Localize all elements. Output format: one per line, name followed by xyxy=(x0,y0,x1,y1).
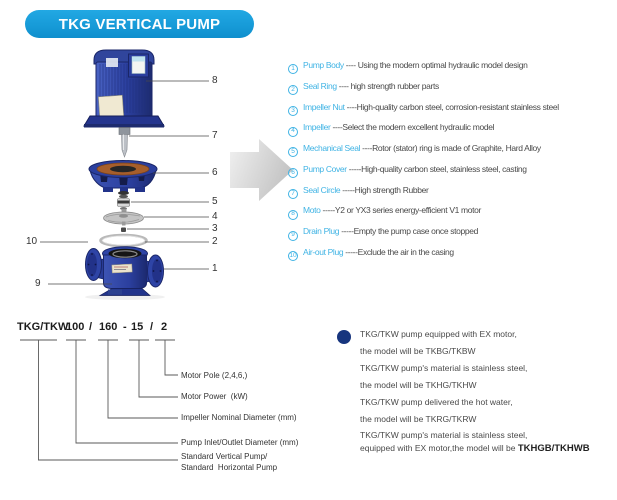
motor-illustration xyxy=(84,50,164,128)
parts-list-item-6 xyxy=(288,165,617,174)
callout-number-4: 4 xyxy=(212,211,218,222)
callout-number-9: 9 xyxy=(35,278,41,289)
part-name: Seal Circle xyxy=(303,184,341,195)
part-description: Exclude the air in the casing xyxy=(357,247,454,258)
parts-list-item-1 xyxy=(288,61,617,70)
callout-number-7: 7 xyxy=(212,130,218,141)
label-standard-vertical: Standard Vertical Pump/ xyxy=(181,452,268,461)
model-code-pole: 2 xyxy=(161,321,168,333)
circled-number: 6 xyxy=(288,168,298,178)
impeller-nut-illustration xyxy=(121,228,126,233)
part-description: Select the modern excellent hydraulic model xyxy=(342,122,495,133)
circled-number: 1 xyxy=(288,64,298,74)
part-separator: ---- xyxy=(343,60,358,70)
seal-ring-illustration xyxy=(101,235,147,246)
model-code-dash: - xyxy=(123,321,127,333)
parts-list-item-2 xyxy=(288,82,617,91)
note-line: TKG/TKW pump's material is stainless steel, xyxy=(360,363,528,373)
pump-body-illustration xyxy=(85,247,165,300)
part-description: Y2 or YX3 series energy-efficient V1 motor xyxy=(334,205,482,216)
circled-number: 5 xyxy=(288,147,298,157)
part-name: Seal Ring xyxy=(303,80,337,91)
part-description: High strength Rubber xyxy=(354,184,429,195)
circled-number: 4 xyxy=(288,127,298,137)
mechanical-seal-illustration xyxy=(118,191,130,210)
note-line: TKG/TKW pump equipped with EX motor, xyxy=(360,329,517,339)
part-separator: ----- xyxy=(343,247,358,258)
arrow-right-icon xyxy=(230,139,293,201)
circled-number: 2 xyxy=(288,85,298,95)
part-separator: ---- xyxy=(344,101,357,112)
model-tree-lines xyxy=(20,340,178,460)
callout-number-5: 5 xyxy=(212,196,218,207)
part-name: Impeller Nut xyxy=(303,101,345,112)
label-motor-power: Motor Power (kW) xyxy=(181,392,248,401)
parts-list-item-3 xyxy=(288,103,617,112)
note-line: TKG/TKW pump delivered the hot water, xyxy=(360,397,513,407)
model-code-slash: / xyxy=(89,321,93,333)
note-line: the model will be TKRG/TKRW xyxy=(360,414,477,424)
page-title: TKG VERTICAL PUMP xyxy=(58,15,221,33)
part-separator: ----- xyxy=(339,226,354,237)
part-description: High-quality carbon steel, corrosion-resistant stainless steel xyxy=(356,101,559,112)
parts-list-item-4 xyxy=(288,122,617,135)
model-code-power: 15 xyxy=(131,321,144,333)
parts-list-item-8 xyxy=(288,205,617,218)
model-code-impeller: 160 xyxy=(99,321,118,333)
parts-list xyxy=(288,61,617,269)
callout-number-8: 8 xyxy=(212,75,218,86)
model-code-prefix: TKG/TKW xyxy=(17,321,69,333)
parts-list-item-10 xyxy=(288,247,617,260)
callout-number-3: 3 xyxy=(212,223,218,234)
part-name: Impeller xyxy=(303,122,331,133)
circled-number: 8 xyxy=(288,210,298,220)
note-line: TKG/TKW pump's material is stainless steel, xyxy=(360,430,528,440)
model-code-slash2: / xyxy=(150,321,154,333)
parts-list-item-9 xyxy=(288,226,617,239)
part-description: high strength rubber parts xyxy=(350,80,439,91)
callout-number-2: 2 xyxy=(212,236,218,247)
callout-number-10: 10 xyxy=(26,236,38,247)
part-separator: ----- xyxy=(346,163,362,174)
part-description: High-quality carbon steel, stainless steel, casting xyxy=(361,163,527,174)
circled-number: 3 xyxy=(288,106,298,116)
part-description: Empty the pump case once stopped xyxy=(353,226,479,237)
shaft-illustration xyxy=(119,128,130,158)
pump-cover-illustration xyxy=(89,161,157,193)
part-name: Air-out Plug xyxy=(303,247,344,258)
part-separator: ---- xyxy=(336,80,351,91)
note-line: the model will be TKBG/TKBW xyxy=(360,346,476,356)
part-name: Drain Plug xyxy=(303,226,340,237)
circled-number: 10 xyxy=(288,251,298,261)
part-name: Mechanical Seal xyxy=(303,143,361,154)
callout-number-1: 1 xyxy=(212,263,218,274)
title-banner xyxy=(25,10,254,38)
part-separator: ----- xyxy=(340,184,355,195)
part-name: Moto xyxy=(303,205,321,216)
part-separator: ----- xyxy=(320,205,335,216)
part-separator: ---- xyxy=(330,122,343,133)
part-description: Rotor (stator) ring is made of Graphite, Hard Alloy xyxy=(372,143,541,154)
parts-list-item-5 xyxy=(288,143,617,156)
part-name: Pump Cover xyxy=(303,163,347,174)
model-code-inlet: 100 xyxy=(66,321,85,333)
label-motor-pole: Motor Pole (2,4,6,) xyxy=(181,371,248,380)
part-description: Using the modern optimal hydraulic model design xyxy=(357,60,528,70)
part-separator: ---- xyxy=(360,143,373,154)
callout-number-6: 6 xyxy=(212,167,218,178)
parts-list-item-7 xyxy=(288,186,617,195)
note-line: equipped with EX motor,the model will be TKHGB/TKHWB xyxy=(360,443,590,454)
circled-number: 7 xyxy=(288,189,298,199)
impeller-illustration xyxy=(104,209,144,226)
label-inlet-outlet-diameter: Pump Inlet/Outlet Diameter (mm) xyxy=(181,438,299,447)
label-standard-horizontal: Standard Horizontal Pump xyxy=(181,463,278,472)
label-impeller-diameter: Impeller Nominal Diameter (mm) xyxy=(181,413,297,422)
circled-number: 9 xyxy=(288,231,298,241)
note-line: the model will be TKHG/TKHW xyxy=(360,380,477,390)
note-bullet-icon xyxy=(337,330,351,344)
part-name: Pump Body xyxy=(303,60,344,70)
